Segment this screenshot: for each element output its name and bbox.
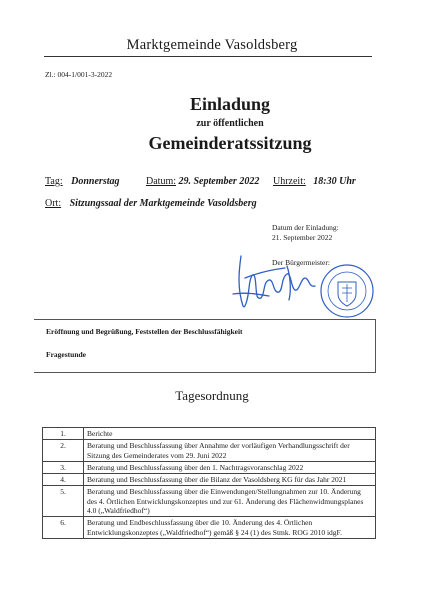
title-einladung: Einladung (189, 94, 271, 114)
question-hour-item: Fragestunde (46, 350, 86, 359)
agenda-item-number: 5. (43, 486, 84, 517)
agenda-item-text: Beratung und Beschlussfassung über den 1. Nachtragsvoranschlag 2022 (84, 461, 376, 473)
time-label: Uhrzeit: (273, 176, 306, 187)
agenda-table (42, 427, 376, 539)
table-row (43, 428, 376, 440)
agenda-item-text: Beratung und Beschlussfassung über die Bilanz der Vasoldsberg KG für das Jahr 2021 (84, 474, 376, 486)
agenda-item-number: 4. (43, 474, 84, 486)
agenda-item-number: 2. (43, 440, 84, 462)
day-value: Donnerstag (71, 176, 120, 187)
agenda-title: Tagesordnung (175, 388, 249, 403)
time-value: 18:30 Uhr (313, 176, 356, 187)
table-row (43, 486, 376, 517)
signer-label: Der Bürgermeister: (272, 258, 330, 267)
table-row (43, 517, 376, 539)
title-subtitle: zur öffentlichen (196, 118, 264, 129)
official-seal-icon (318, 262, 376, 320)
date-value: 29. September 2022 (178, 176, 260, 187)
agenda-item-number: 1. (43, 428, 84, 440)
agenda-item-text: Beratung und Beschlussfassung über Annahme der vorläufigen Verhandlungsschrift der Sitzung des Gemeinderates vom 29. Juni 2022 (84, 440, 376, 462)
place-value: Sitzungssaal der Marktgemeinde Vasoldsberg (69, 198, 257, 209)
agenda-item-text: Beratung und Beschlussfassung über die Einwendungen/Stellungnahmen zur 10. Änderung des 4. Örtlichen Entwicklungskonzeptes und zur 61. Änderung des Flächenwidmungsplanes 4.0 („Waldfriedhof“) (84, 486, 376, 517)
title-meeting-type: Gemeinderatssitzung (148, 133, 312, 153)
meeting-date-row (146, 176, 259, 187)
agenda-item-number: 3. (43, 461, 84, 473)
meeting-day-row (45, 176, 120, 187)
agenda-item-text: Berichte (84, 428, 376, 440)
place-label: Ort: (45, 198, 62, 209)
opening-item: Eröffnung und Begrüßung, Feststellen der Beschlussfähigkeit (46, 327, 243, 336)
agenda-item-number: 6. (43, 517, 84, 539)
table-row (43, 440, 376, 462)
header-divider (44, 56, 372, 57)
invitation-date-label: Datum der Einladung: (272, 223, 339, 232)
municipality-header: Marktgemeinde Vasoldsberg (126, 37, 298, 53)
meeting-place-row (45, 198, 257, 209)
table-row (43, 461, 376, 473)
day-label: Tag: (45, 176, 63, 187)
table-row (43, 474, 376, 486)
invitation-date-value: 21. September 2022 (272, 233, 333, 242)
date-label: Datum: (146, 176, 176, 187)
reference-number: Zl.: 004-1/001-3-2022 (45, 70, 113, 79)
agenda-item-text: Beratung und Endbeschlussfassung über die 10. Änderung des 4. Örtlichen Entwicklungskonzeptes („Waldfriedhof“) gemäß § 24 (1) des Stmk. ROG 2010 idgF. (84, 517, 376, 539)
meeting-time-row (273, 176, 356, 187)
invitation-date-block (272, 223, 339, 243)
